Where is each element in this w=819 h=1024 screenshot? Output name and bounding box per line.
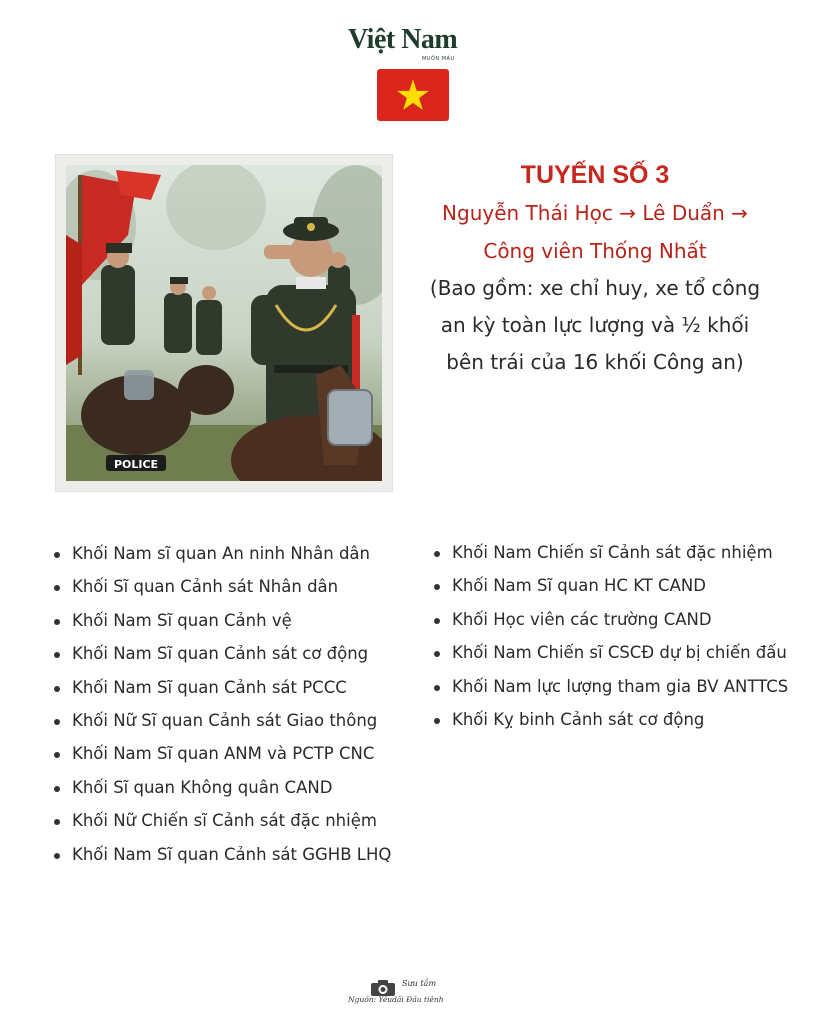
cavalry-police-photo	[66, 165, 382, 481]
vietnam-flag-icon	[377, 69, 449, 121]
star-icon	[396, 78, 430, 112]
route-path-line2: Công viên Thống Nhất	[483, 239, 707, 263]
route-note-line3: bên trái của 16 khối Công an)	[446, 350, 744, 374]
logo-subtext: MUÔN MÀU	[422, 56, 455, 62]
brand-logo	[348, 24, 478, 66]
list-item: Khối Nam Sĩ quan Cảnh vệ	[54, 604, 391, 637]
list-item: Khối Nữ Sĩ quan Cảnh sát Giao thông	[54, 704, 391, 737]
list-item: Khối Nam Chiến sĩ Cảnh sát đặc nhiệm	[434, 536, 788, 569]
list-item: Khối Nam Chiến sĩ CSCĐ dự bị chiến đấu	[434, 636, 788, 669]
list-item: Khối Nam Sĩ quan ANM và PCTP CNC	[54, 737, 391, 770]
list-item: Khối Sĩ quan Không quân CAND	[54, 771, 391, 804]
list-item: Khối Nam Sĩ quan Cảnh sát GGHB LHQ	[54, 838, 391, 871]
list-item: Khối Nam Sĩ quan HC KT CAND	[434, 569, 788, 602]
route-note-line2: an kỳ toàn lực lượng và ½ khối	[440, 313, 750, 337]
blocks-list-left	[54, 537, 391, 871]
list-item: Khối Nam sĩ quan An ninh Nhân dân	[54, 537, 391, 570]
list-item: Khối Nam lực lượng tham gia BV ANTTCS	[434, 670, 788, 703]
route-note-line1: (Bao gồm: xe chỉ huy, xe tổ công	[429, 276, 761, 300]
list-item: Khối Nam Sĩ quan Cảnh sát PCCC	[54, 671, 391, 704]
list-item: Khối Học viên các trường CAND	[434, 603, 788, 636]
list-item: Khối Kỵ binh Cảnh sát cơ động	[434, 703, 788, 736]
credit-line2: Nguồn: Yêudãi Đầu tiênh	[348, 995, 444, 1004]
route-title: TUYẾN SỐ 3	[520, 161, 670, 189]
list-item: Khối Nam Sĩ quan Cảnh sát cơ động	[54, 637, 391, 670]
source-credit	[340, 975, 480, 1011]
credit-line1: Sưu tầm	[402, 979, 437, 988]
list-item: Khối Nữ Chiến sĩ Cảnh sát đặc nhiệm	[54, 804, 391, 837]
logo-text: Việt Nam	[348, 24, 458, 55]
police-badge-text: POLICE	[113, 458, 159, 471]
cavalry-illustration	[66, 165, 382, 481]
route-info	[405, 152, 785, 381]
blocks-list-right	[434, 536, 788, 736]
route-path-line1: Nguyễn Thái Học → Lê Duẩn →	[442, 201, 748, 225]
photo-frame	[56, 155, 392, 491]
list-item: Khối Sĩ quan Cảnh sát Nhân dân	[54, 570, 391, 603]
